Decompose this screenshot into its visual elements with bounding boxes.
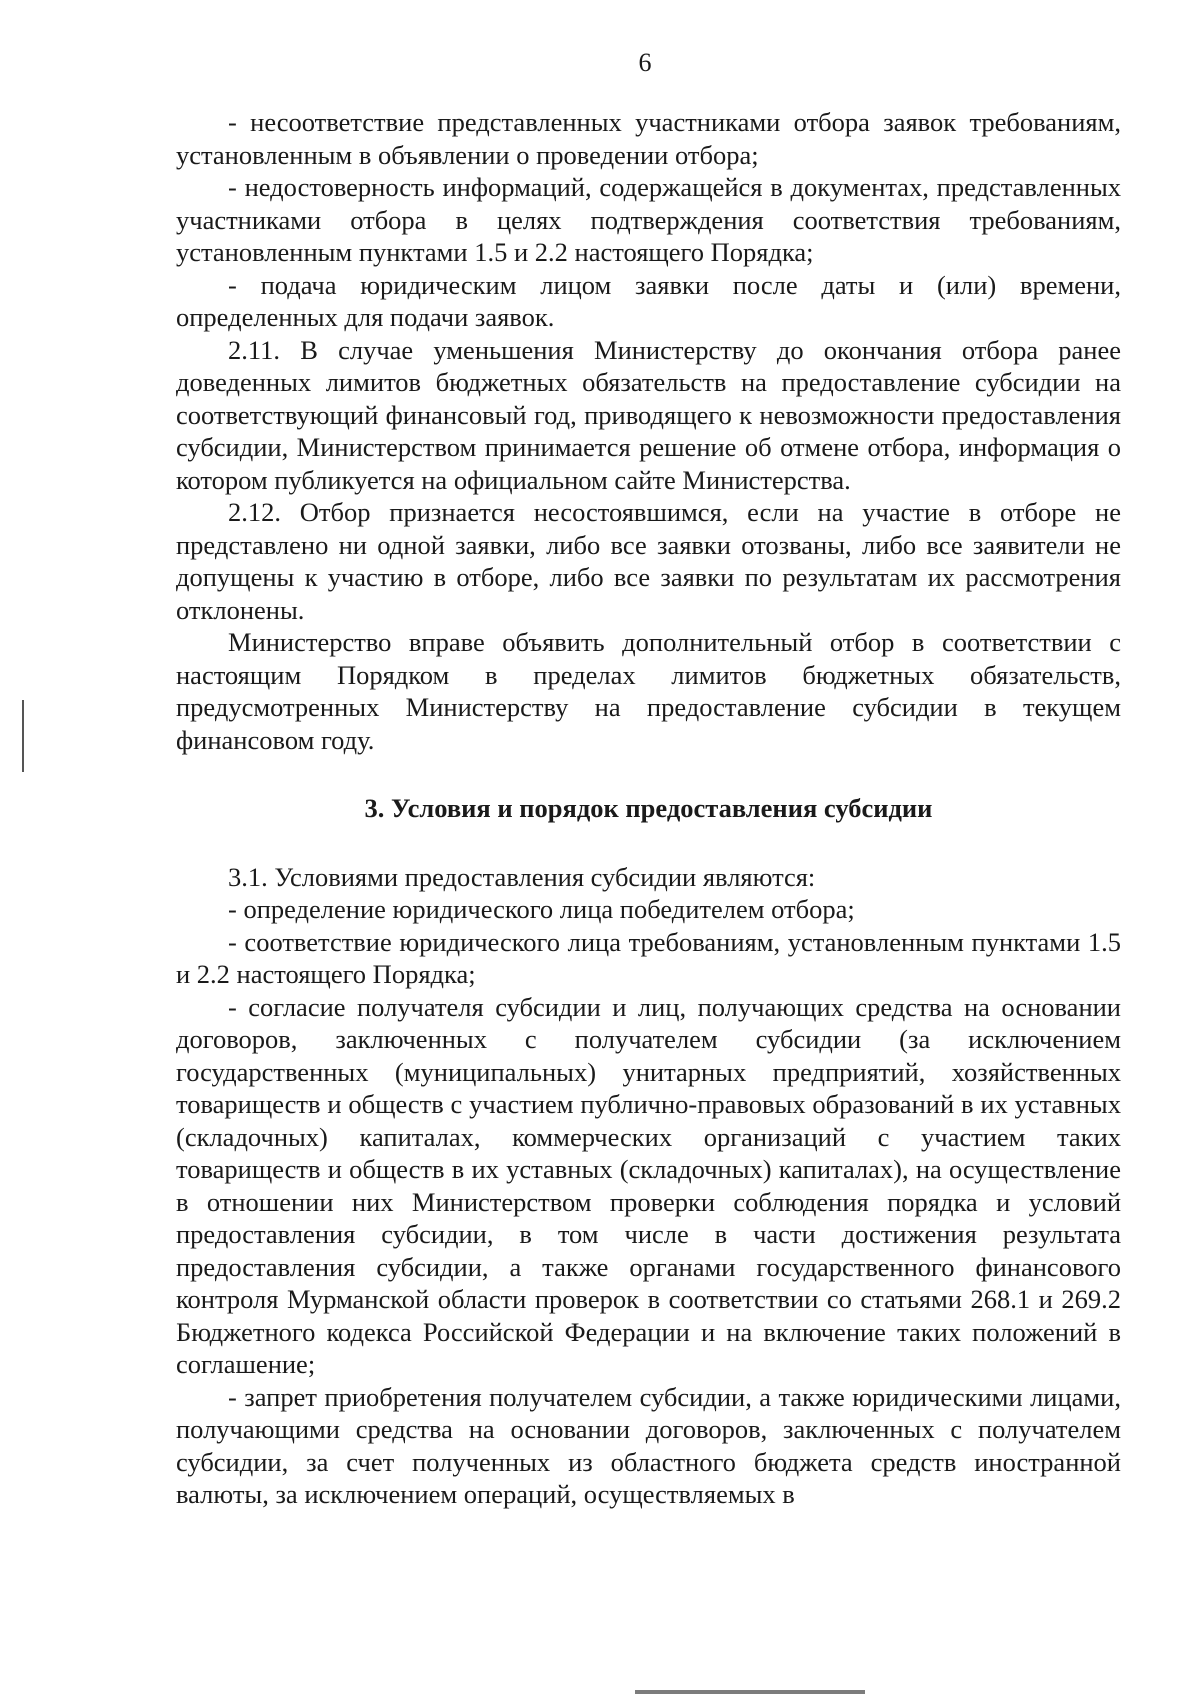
page-number: 6 <box>638 48 652 77</box>
paragraph-consent: - согласие получателя субсидии и лиц, получающих средства на основании договоров, заключенных с получателем субсидии (за исключением государственных (муниципальных) унитарных предприятий, хозяйственных товариществ и обществ с участием публично-правовых образований в их уставных (складочных) капиталах, коммерческих организаций с участием таких товариществ и обществ в их уставных (складочных) капиталах), на осуществление в отношении них Министерством проверки соблюдения порядка и условий предоставления субсидии, в том числе в части достижения результата предоставления субсидии, а также органами государственного финансового контроля Мурманской области проверок в соответствии со статьями 268.1 и 269.2 Бюджетного кодекса Российской Федерации и на включение таких положений в соглашение; <box>176 991 1121 1379</box>
document-body <box>176 106 1121 1511</box>
paragraph-2-11: 2.11. В случае уменьшения Министерству до окончания отбора ранее доведенных лимитов бюджетных обязательств на предоставление субсидии на соответствующий финансовый год, приводящего к невозможности предоставления субсидии, Министерством принимается решение об отмене отбора, информация о котором публикуется на официальном сайте Министерства. <box>176 334 1121 495</box>
paragraph-currency-ban: - запрет приобретения получателем субсидии, а также юридическими лицами, получающими средства на основании договоров, заключенных с получателем субсидии, за счет полученных из областного бюджета средств иностранной валюты, за исключением операций, осуществляемых в <box>176 1381 1121 1509</box>
paragraph-winner: - определение юридического лица победителем отбора; <box>228 894 855 924</box>
paragraph-late-submission: - подача юридическим лицом заявки после даты и (или) времени, определенных для подачи заявок. <box>176 269 1121 332</box>
paragraph-3-1: 3.1. Условиями предоставления субсидии являются: <box>228 861 816 892</box>
paragraph-2-12: 2.12. Отбор признается несостоявшимся, если на участие в отборе не представлено ни одной заявки, либо все заявки отозваны, либо все заявители не допущены к участию в отборе, либо все заявки по результатам их рассмотрения отклонены. <box>176 497 1121 625</box>
paragraph-inaccuracy: - недостоверность информаций, содержащейся в документах, представленных участниками отбора в целях подтверждения соответствия требованиям, установленным пунктами 1.5 и 2.2 настоящего Порядка; <box>176 172 1121 267</box>
section-heading: 3. Условия и порядок предоставления субсидии <box>364 793 933 823</box>
scan-artifact-line <box>22 700 24 772</box>
paragraph-compliance: - соответствие юридического лица требованиям, установленным пунктами 1.5 и 2.2 настоящего Порядка; <box>176 926 1121 989</box>
scan-artifact-smudge <box>635 1690 865 1694</box>
paragraph-additional-selection: Министерство вправе объявить дополнительный отбор в соответствии с настоящим Порядком в пределах лимитов бюджетных обязательств, предусмотренных Министерству на предоставление субсидии в текущем финансовом году. <box>176 627 1121 755</box>
paragraph-mismatch: - несоответствие представленных участниками отбора заявок требованиям, установленным в объявлении о проведении отбора; <box>176 107 1121 170</box>
